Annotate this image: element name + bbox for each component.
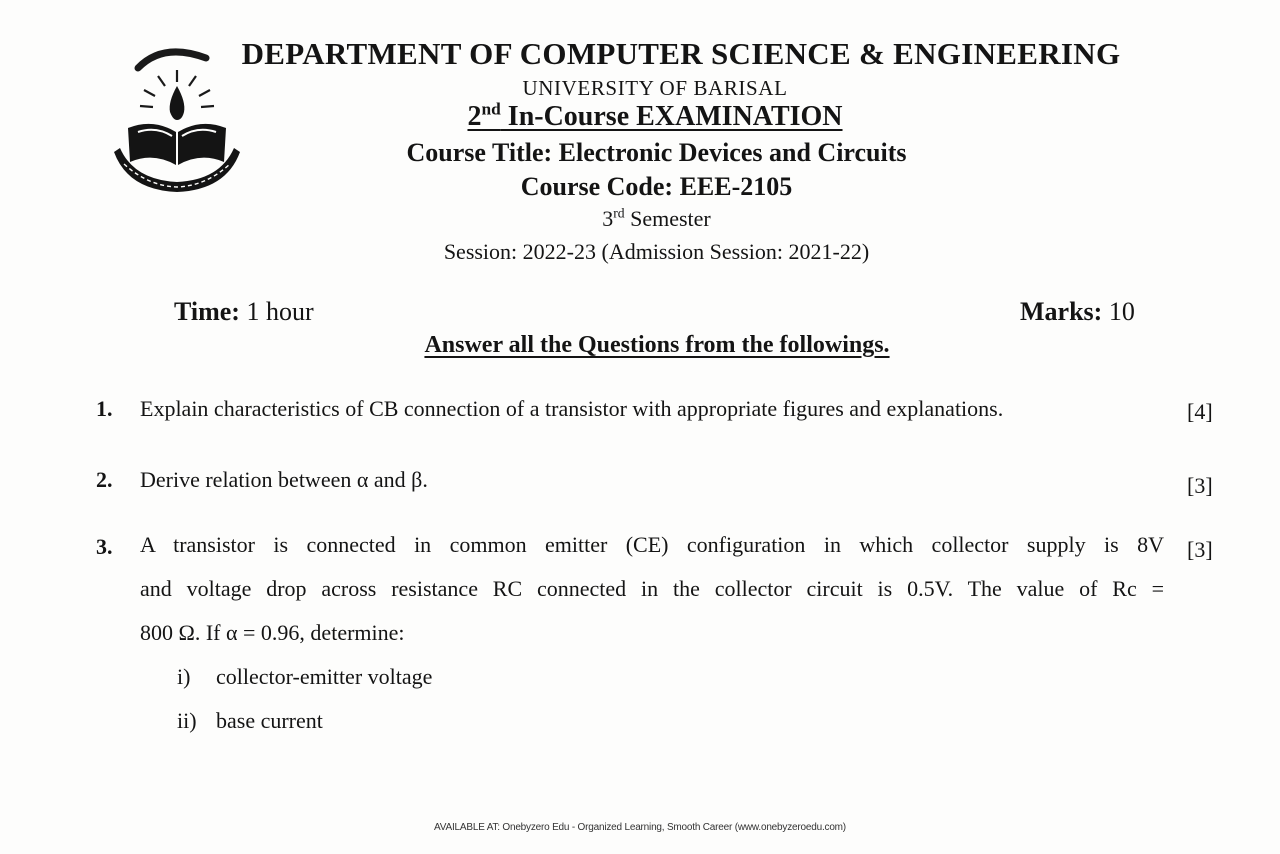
- time-label: Time:: [174, 297, 240, 326]
- question-line: A transistor is connected in common emitter (CE) configuration in which collector supply is 8V: [140, 532, 1164, 557]
- exam-ordinal-suffix: nd: [481, 99, 501, 119]
- course-code: Course Code: EEE-2105: [520, 172, 793, 201]
- question-number: 1.: [96, 396, 113, 421]
- marks-label: Marks:: [1020, 297, 1103, 326]
- subpart-label: i): [177, 664, 191, 689]
- question-number: 2.: [96, 467, 113, 492]
- subpart-label: ii): [177, 708, 197, 733]
- exam-time: [174, 297, 314, 327]
- department-name: DEPARTMENT OF COMPUTER SCIENCE & ENGINEERING: [241, 36, 1121, 71]
- subpart-text: collector-emitter voltage: [216, 664, 433, 689]
- question-line: 800 Ω. If α = 0.96, determine:: [140, 620, 405, 645]
- semester-label: Semester: [624, 206, 711, 231]
- question-line: and voltage drop across resistance RC connected in the collector circuit is 0.5V. The value of Rc =: [140, 576, 1164, 601]
- question-marks: [4]: [1187, 399, 1213, 424]
- footer-watermark: AVAILABLE AT: Onebyzero Edu - Organized Learning, Smooth Career (www.onebyzeroedu.com): [434, 822, 846, 833]
- question-number: 3.: [96, 534, 113, 559]
- exam-title-text: In-Course EXAMINATION: [500, 101, 843, 132]
- session: Session: 2022-23 (Admission Session: 2021-22): [443, 239, 870, 264]
- question-marks: [3]: [1187, 473, 1213, 498]
- question-text: Derive relation between α and β.: [140, 467, 428, 492]
- question-text: [140, 523, 1164, 655]
- marks-value: 10: [1102, 297, 1135, 326]
- exam-title: [0, 101, 1280, 133]
- course-title: Course Title: Electronic Devices and Circuits: [406, 138, 907, 167]
- exam-ordinal: 2: [467, 101, 482, 132]
- instruction: Answer all the Questions from the followings.: [424, 332, 890, 358]
- exam-marks: [1020, 297, 1135, 327]
- time-value: 1 hour: [239, 297, 314, 326]
- university-name: UNIVERSITY OF BARISAL: [522, 76, 788, 100]
- semester-ordinal-suffix: rd: [613, 205, 625, 221]
- question-marks: [3]: [1187, 537, 1213, 562]
- semester: [0, 206, 1280, 232]
- semester-ordinal: 3: [602, 206, 614, 231]
- subpart-text: base current: [216, 708, 323, 733]
- question-text: Explain characteristics of CB connection of a transistor with appropriate figures and explanations.: [140, 396, 1004, 421]
